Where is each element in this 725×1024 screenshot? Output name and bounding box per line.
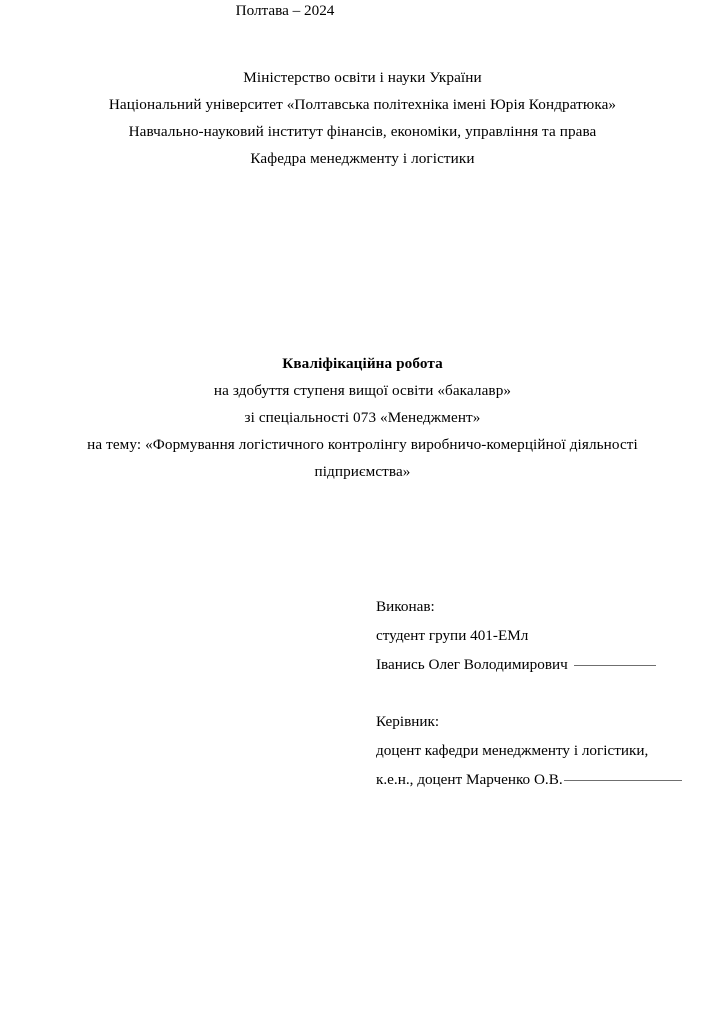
advisor-role-label: Керівник: [376, 713, 440, 730]
university-line: Національний університет «Полтавська політехніка імені Юрія Кондратюка» [108, 96, 617, 113]
institution-header [40, 64, 685, 172]
institute-line: Навчально-науковий інститут фінансів, економіки, управління та права [128, 123, 597, 140]
advisor-signature-block [376, 707, 706, 794]
advisor-name-row [376, 765, 706, 794]
student-signature-block [376, 592, 706, 679]
topic-line-2: підприємства» [314, 463, 411, 480]
student-signature-rule [574, 664, 656, 666]
student-name-row [376, 650, 706, 679]
page-footer [0, 0, 570, 22]
degree-line: на здобуття ступеня вищої освіти «бакалавр» [213, 382, 512, 399]
topic-line-1: на тему: «Формування логістичного контролінгу виробничо-комерційної діяльності [87, 436, 638, 453]
advisor-signature-rule [564, 779, 682, 781]
student-role-label: Виконав: [376, 598, 435, 615]
advisor-position: доцент кафедри менеджменту і логістики, [376, 742, 649, 759]
specialty-line: зі спеціальності 073 «Менеджмент» [244, 409, 481, 426]
thesis-title-block [36, 350, 689, 485]
thesis-type-heading: Кваліфікаційна робота [282, 355, 443, 372]
place-year: Полтава – 2024 [235, 2, 335, 19]
student-name: Іванись Олег Володимирович [376, 656, 568, 673]
student-group: студент групи 401-ЕМл [376, 627, 529, 644]
ministry-line: Міністерство освіти і науки України [243, 69, 482, 86]
advisor-name: к.е.н., доцент Марченко О.В. [376, 771, 563, 788]
department-line: Кафедра менеджменту і логістики [250, 150, 475, 167]
